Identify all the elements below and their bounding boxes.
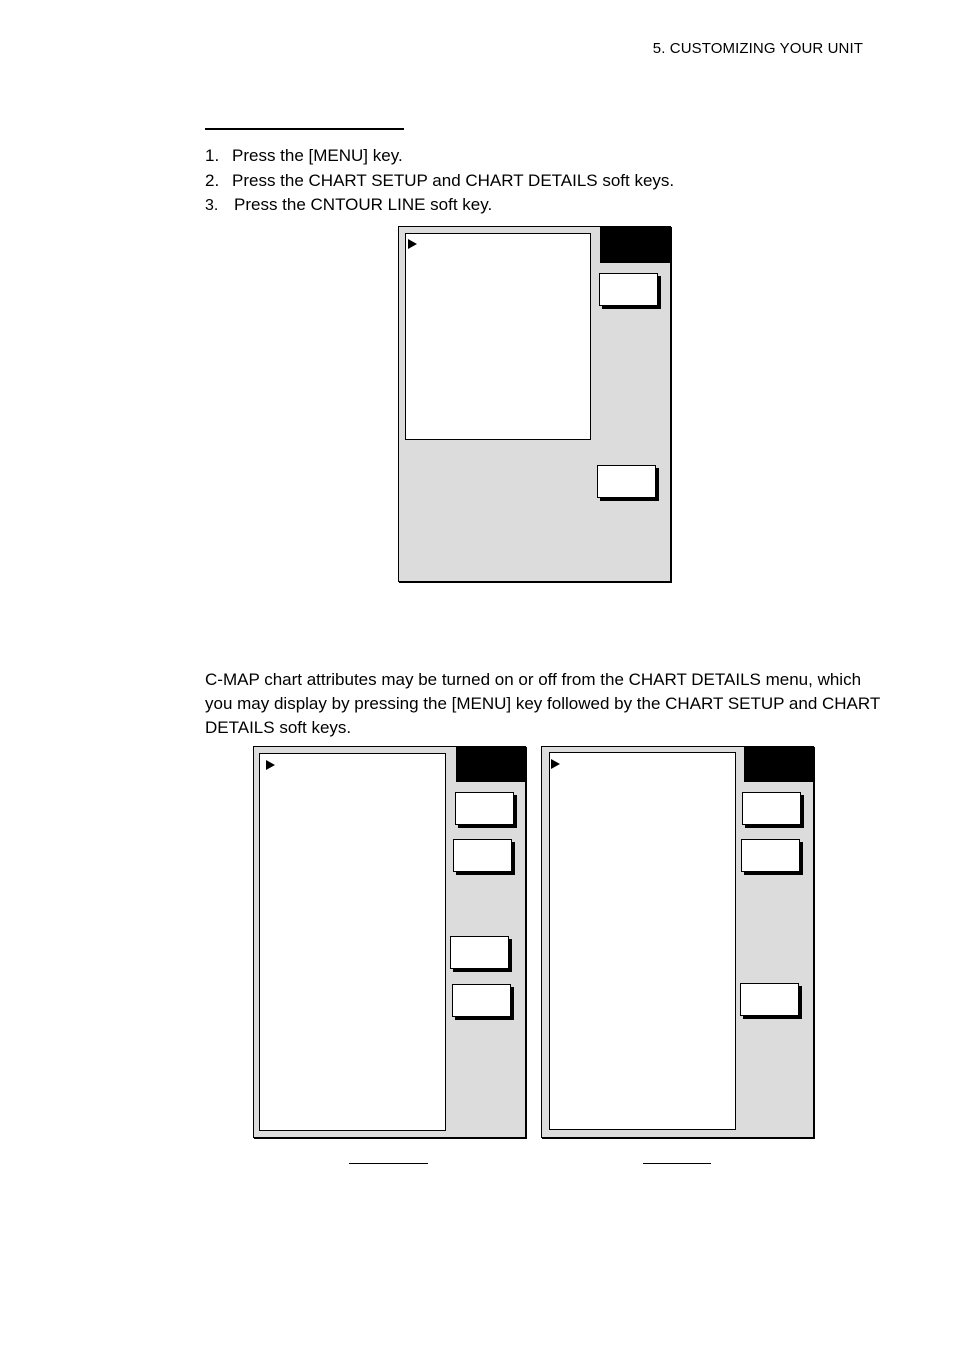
step-number: 2. xyxy=(205,170,220,190)
section-heading-underline xyxy=(205,128,404,130)
softkey-button[interactable] xyxy=(599,273,658,306)
softkey-button[interactable] xyxy=(740,983,799,1016)
body-paragraph: C-MAP chart attributes may be turned on or off from the CHART DETAILS menu, which you may display by pressing the [MENU] key followed by the CHART SETUP and CHART DETAILS soft keys. xyxy=(205,670,880,737)
cntour-line-menu-screen xyxy=(398,226,671,582)
softkey-button[interactable] xyxy=(450,936,509,969)
softkey-button[interactable] xyxy=(453,839,512,872)
chart-details-menu-right-screen xyxy=(541,746,814,1138)
chart-details-menu-left-screen xyxy=(253,746,526,1138)
menu-window xyxy=(549,752,736,1130)
triangle-right-icon xyxy=(266,760,275,770)
step-number: 3. xyxy=(205,197,219,214)
procedure-steps xyxy=(205,146,674,220)
step-item xyxy=(205,195,674,220)
menu-title-block xyxy=(600,227,670,263)
triangle-right-icon xyxy=(551,759,560,769)
softkey-button[interactable] xyxy=(452,984,511,1017)
figure-caption-underline-left xyxy=(349,1163,428,1164)
softkey-button[interactable] xyxy=(597,465,656,498)
step-number: 1. xyxy=(205,146,220,165)
running-header: 5. CUSTOMIZING YOUR UNIT xyxy=(652,40,863,57)
menu-window xyxy=(405,233,591,440)
step-item xyxy=(205,146,674,171)
step-text: Press the CHART SETUP and CHART DETAILS soft keys. xyxy=(232,170,675,190)
menu-window xyxy=(259,753,446,1131)
softkey-button[interactable] xyxy=(741,839,800,872)
step-item xyxy=(205,171,674,196)
menu-title-block xyxy=(456,747,525,782)
softkey-button[interactable] xyxy=(455,792,514,825)
step-text: Press the CNTOUR LINE soft key. xyxy=(234,195,493,214)
step-text: Press the [MENU] key. xyxy=(232,146,403,165)
figure-caption-underline-right xyxy=(643,1163,711,1164)
softkey-button[interactable] xyxy=(742,792,801,825)
menu-title-block xyxy=(744,747,813,782)
triangle-right-icon xyxy=(408,239,417,249)
